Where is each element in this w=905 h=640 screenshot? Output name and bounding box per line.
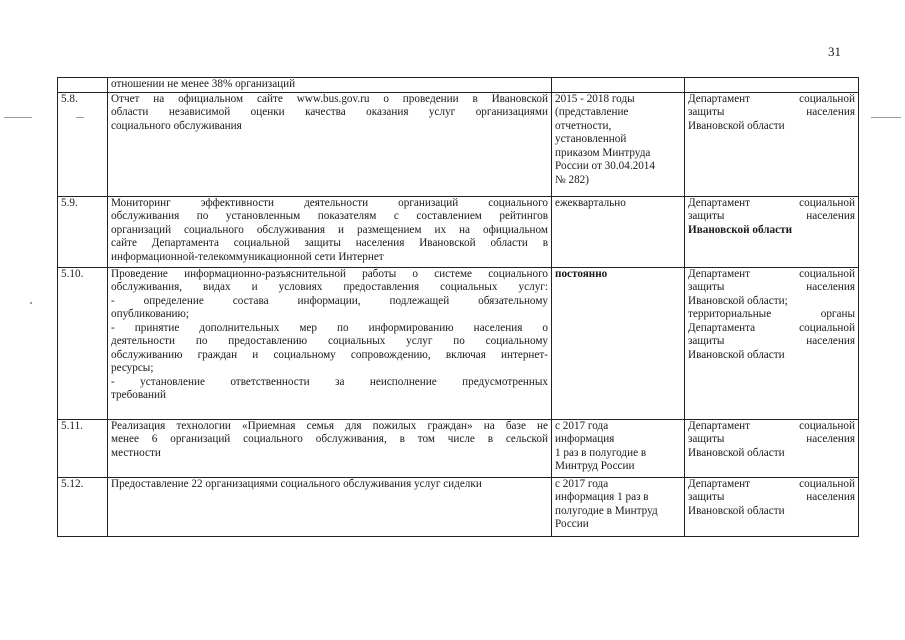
item-number: 5.12. [58, 477, 108, 536]
item-number: 5.8. [58, 92, 108, 196]
measure-description-line: обслуживанию граждан и социальному сопровождению, включая интернет- [111, 348, 548, 361]
deadline-line: № 282) [555, 173, 589, 186]
measure-description-line: ресурсы; [111, 362, 154, 374]
deadline-line: России от 30.04.2014 [555, 160, 655, 172]
measure-description-line: социального обслуживания [111, 119, 242, 132]
responsible-executor-line: защиты населения [688, 335, 855, 347]
responsible-executor-line: Департамент социальной [688, 267, 855, 280]
item-number: 5.11. [58, 419, 108, 477]
measure-description [108, 92, 552, 196]
responsible-executor-line: защиты населения [688, 281, 855, 293]
measure-description-line: Реализация технологии «Приемная семья для пожилых граждан» на базе не [111, 419, 548, 432]
responsible-executor-line: Департамент социальной [688, 92, 855, 105]
measure-description-line: - определение состава информации, подлежащей обязательному [111, 294, 548, 307]
measure-description-line: деятельности по предоставлению социальных услуг по социальному [111, 335, 548, 347]
responsible-executor [685, 419, 859, 477]
responsible-executor-line: Ивановской области [688, 446, 785, 459]
responsible-executor-line: защиты населения [688, 491, 855, 503]
measure-description-line: менее 6 организаций социального обслуживания, в том числе в сельской [111, 433, 548, 445]
responsible-executor [685, 196, 859, 267]
measure-description-line: Мониторинг эффективности деятельности организаций социального [111, 196, 548, 209]
deadline-line: (представление [555, 106, 629, 118]
measure-description-line: - установление ответственности за неисполнение предусмотренных [111, 375, 548, 388]
measure-description-line: Проведение информационно-разъяснительной работы о системе социального [111, 267, 548, 280]
table-row [58, 419, 859, 477]
item-number: 5.9. [58, 196, 108, 267]
deadline [552, 477, 685, 536]
measure-description-line: обслуживания по установленным показателям с составлением рейтингов [111, 210, 548, 222]
measure-description [108, 419, 552, 477]
measure-description-line: области независимой оценки качества оказания услуг организациями [111, 106, 548, 118]
measure-description-line: местности [111, 446, 161, 459]
measure-description [108, 267, 552, 419]
margin-mark-left [4, 117, 32, 118]
measure-description-line: организаций социального обслуживания и размещением их на официальном [111, 223, 548, 236]
responsible-executor-line: защиты населения [688, 106, 855, 118]
responsible-executor-line: защиты населения [688, 210, 855, 222]
deadline [552, 267, 685, 419]
deadline [552, 419, 685, 477]
margin-mark-right [871, 117, 901, 118]
responsible-executor-line: Ивановской области [688, 223, 793, 236]
measure-description [108, 196, 552, 267]
measure-description-line: Предоставление 22 организациями социального обслуживания услуг сиделки [111, 477, 482, 490]
table-row [58, 477, 859, 536]
measure-description [108, 78, 552, 93]
deadline-line: 1 раз в полугодие в [555, 446, 647, 459]
measure-description-line: отношении не менее 38% организаций [111, 78, 296, 90]
measure-description-line: Отчет на официальном сайте www.bus.gov.ru о проведении в Ивановской [111, 92, 548, 105]
deadline-line: постоянно [555, 267, 608, 280]
deadline-line: ежеквартально [555, 196, 626, 209]
deadline [552, 78, 685, 93]
responsible-executor-line: Департамент социальной [688, 419, 855, 432]
page-number: 31 [828, 44, 841, 59]
deadline-line: информация 1 раз в [555, 491, 649, 503]
table-row [58, 92, 859, 196]
responsible-executor [685, 477, 859, 536]
deadline-line: 2015 - 2018 годы [555, 92, 635, 105]
table-row [58, 196, 859, 267]
measure-description-line: сайте Департамента социальной защиты населения Ивановской области в [111, 237, 548, 249]
deadline-line: отчетности, [555, 119, 612, 132]
deadline [552, 92, 685, 196]
deadline-line: установленной [555, 133, 627, 145]
measure-description-line: требований [111, 389, 166, 401]
responsible-executor-line: Ивановской области [688, 348, 785, 361]
responsible-executor [685, 267, 859, 419]
table-row [58, 267, 859, 419]
measures-table [57, 77, 859, 537]
deadline-line: Минтруд России [555, 460, 635, 472]
responsible-executor-line: Ивановской области; [688, 294, 788, 307]
measure-description-line: информационной-телекоммуникационной сети Интернет [111, 250, 384, 263]
item-number: 5.10. [58, 267, 108, 419]
item-number [58, 78, 108, 93]
deadline-line: России [555, 518, 589, 530]
deadline-line: полугодие в Минтруд [555, 504, 658, 517]
responsible-executor [685, 78, 859, 93]
deadline [552, 196, 685, 267]
responsible-executor-line: Департамент социальной [688, 196, 855, 209]
responsible-executor-line: Ивановской области [688, 119, 785, 132]
deadline-line: с 2017 года [555, 477, 609, 490]
responsible-executor [685, 92, 859, 196]
measure-description-line: опубликованию; [111, 308, 190, 320]
margin-dot [30, 302, 32, 304]
measure-description-line: - принятие дополнительных мер по информированию населения о [111, 321, 548, 334]
responsible-executor-line: Департамента социальной [688, 321, 855, 334]
responsible-executor-line: территориальные органы [688, 308, 855, 320]
measure-description [108, 477, 552, 536]
responsible-executor-line: защиты населения [688, 433, 855, 445]
deadline-line: с 2017 года [555, 419, 609, 432]
measure-description-line: обслуживания, видах и условиях предоставления социальных услуг: [111, 281, 548, 293]
table-row [58, 78, 859, 93]
responsible-executor-line: Ивановской области [688, 504, 785, 517]
deadline-line: приказом Минтруда [555, 146, 651, 159]
deadline-line: информация [555, 433, 615, 445]
responsible-executor-line: Департамент социальной [688, 477, 855, 490]
